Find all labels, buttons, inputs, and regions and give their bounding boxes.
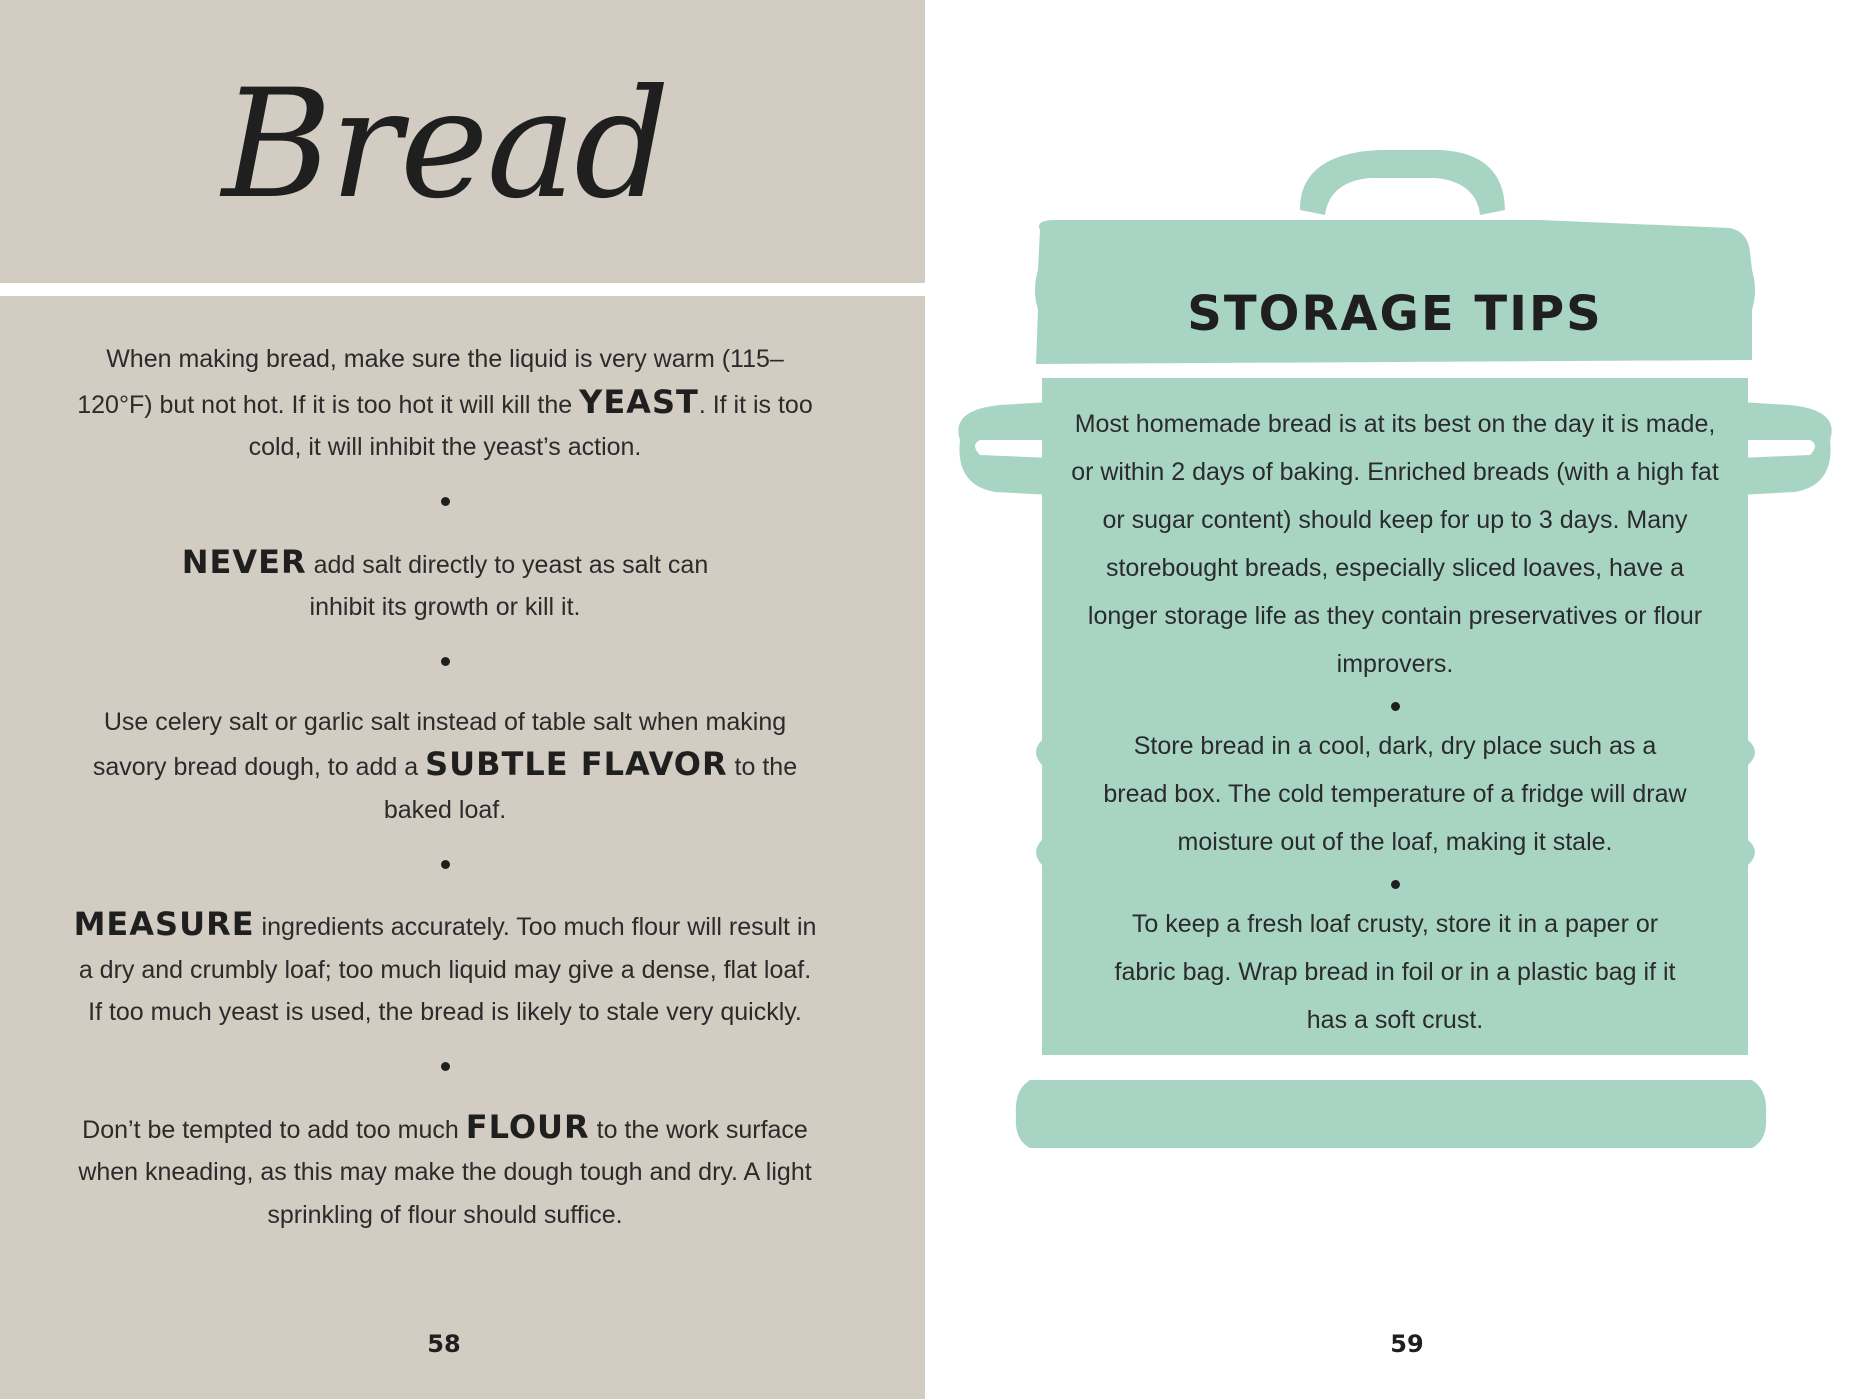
keyword-subtle-flavor: SUBTLE FLAVOR bbox=[425, 745, 728, 783]
bullet-separator bbox=[70, 647, 820, 677]
tip-yeast: When making bread, make sure the liquid is very warm (115–120°F) but not hot. If it is too hot it will kill the YEAST. If it is too cold, it will inhibit the yeast’s action. bbox=[77, 345, 813, 461]
keyword-flour: FLOUR bbox=[465, 1107, 590, 1146]
storage-tips-list bbox=[1070, 400, 1720, 1044]
bullet-separator bbox=[70, 487, 820, 517]
bread-tips bbox=[70, 338, 820, 1236]
bullet-separator bbox=[1070, 690, 1720, 722]
tip-subtle-flavor: Use celery salt or garlic salt instead of table salt when making savory bread dough, to add a SUBTLE FLAVOR to the baked loaf. bbox=[92, 707, 798, 824]
bullet-separator bbox=[70, 849, 820, 879]
left-page bbox=[0, 0, 925, 1399]
storage-tip: Most homemade bread is at its best on the day it is made, or within 2 days of baking. Enriched breads (with a high fat or sugar content) should keep for up to 3 days. Many storebought breads, especially sliced loaves, have a longer storage life as they contain preservatives or flour improvers. bbox=[1071, 410, 1719, 678]
tip-never: NEVER add salt directly to yeast as salt can inhibit its growth or kill it. bbox=[181, 542, 709, 621]
page-number-left: 58 bbox=[427, 1330, 461, 1358]
tip-measure: MEASURE ingredients accurately. Too much flour will result in a dry and crumbly loaf; too much liquid may give a dense, flat loaf. If too much yeast is used, the bread is likely to stale very quickly. bbox=[73, 905, 817, 1026]
keyword-yeast: YEAST bbox=[579, 382, 699, 421]
bullet-separator bbox=[1070, 868, 1720, 900]
keyword-measure: MEASURE bbox=[73, 905, 255, 943]
storage-tip: Store bread in a cool, dark, dry place such as a bread box. The cold temperature of a fridge will draw moisture out of the loaf, making it stale. bbox=[1103, 732, 1687, 856]
page-title: Bread bbox=[221, 58, 669, 232]
bullet-separator bbox=[70, 1052, 820, 1082]
storage-tip: To keep a fresh loaf crusty, store it in a paper or fabric bag. Wrap bread in foil or in a plastic bag if it has a soft crust. bbox=[1114, 910, 1676, 1034]
divider bbox=[0, 283, 925, 296]
tip-flour: Don’t be tempted to add too much FLOUR to the work surface when kneading, as this may make the dough tough and dry. A light sprinkling of flour should suffice. bbox=[78, 1107, 812, 1229]
storage-tips-heading: STORAGE TIPS bbox=[1187, 286, 1603, 342]
keyword-never: NEVER bbox=[181, 542, 307, 581]
title-band bbox=[0, 0, 925, 283]
page-number-right: 59 bbox=[1390, 1330, 1424, 1358]
